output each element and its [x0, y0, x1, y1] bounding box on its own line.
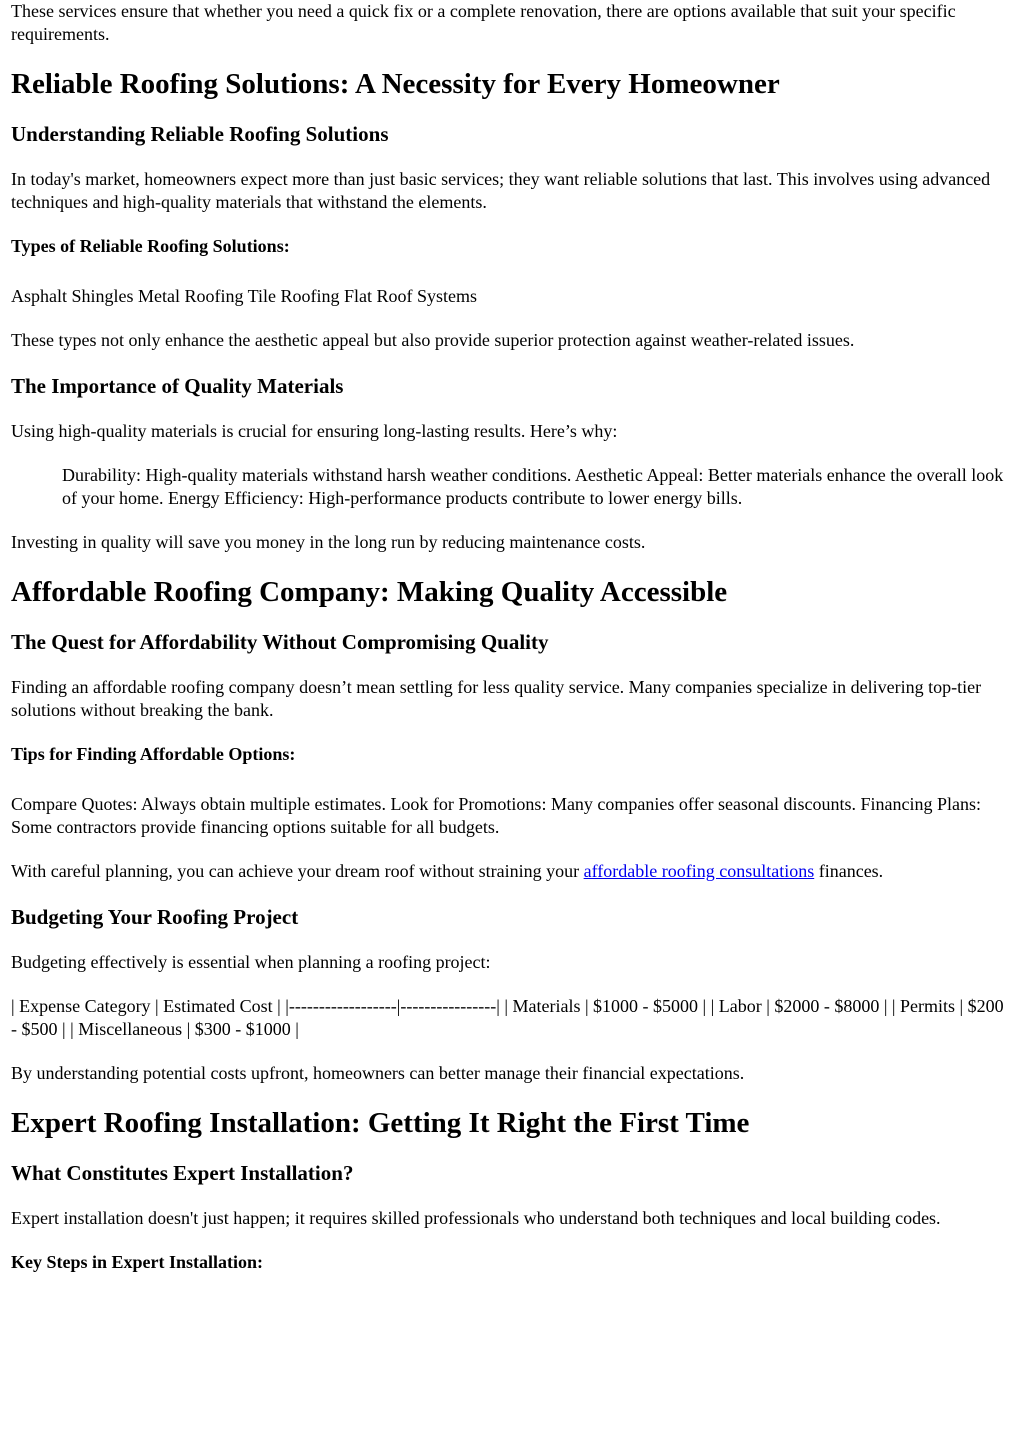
list-types-of-roofing: Asphalt Shingles Metal Roofing Tile Roofing Flat Roof Systems: [11, 286, 478, 306]
paragraph-budgeting-closing: By understanding potential costs upfront, homeowners can better manage their financial expectations.: [11, 1063, 745, 1083]
paragraph-affordability-intro: Finding an affordable roofing company doesn’t mean settling for less quality service. Many companies specialize in delivering top-tier solutions without breaking the bank.: [11, 677, 982, 720]
list-heading-key-steps: Key Steps in Expert Installation:: [11, 1252, 264, 1272]
subheading-expert-installation: What Constitutes Expert Installation?: [11, 1161, 354, 1185]
subheading-quality-materials: The Importance of Quality Materials: [11, 374, 344, 398]
affordable-roofing-consultations-link[interactable]: affordable roofing consultations: [583, 861, 815, 881]
subheading-quest-affordability: The Quest for Affordability Without Compromising Quality: [11, 630, 549, 654]
paragraph-quality-closing: Investing in quality will save you money in the long run by reducing maintenance costs.: [11, 532, 646, 552]
paragraph-quality-intro: Using high-quality materials is crucial for ensuring long-lasting results. Here’s why:: [11, 421, 618, 441]
section-heading-reliable-roofing: Reliable Roofing Solutions: A Necessity for Every Homeowner: [11, 68, 780, 100]
closing-text-after-link: finances.: [814, 861, 884, 881]
subheading-understanding-reliable: Understanding Reliable Roofing Solutions: [11, 122, 389, 146]
section-heading-affordable-roofing: Affordable Roofing Company: Making Quality Accessible: [11, 576, 728, 608]
section-heading-expert-installation: Expert Roofing Installation: Getting It Right the First Time: [11, 1107, 750, 1139]
quote-quality-benefits: Durability: High-quality materials withstand harsh weather conditions. Aesthetic Appeal: Better materials enhance the overall look of your home. Energy Efficiency: High-performance products contribute to lower energy bills.: [62, 465, 1004, 508]
intro-paragraph: These services ensure that whether you need a quick fix or a complete renovation, there are options available that suit your specific requirements.: [11, 1, 956, 44]
paragraph-affordability-closing: [11, 860, 1013, 883]
list-heading-types: Types of Reliable Roofing Solutions:: [11, 236, 290, 256]
paragraph-types-closing: These types not only enhance the aesthetic appeal but also provide superior protection against weather-related issues.: [11, 330, 855, 350]
subheading-budgeting: Budgeting Your Roofing Project: [11, 905, 299, 929]
paragraph-reliable-intro: In today's market, homeowners expect more than just basic services; they want reliable solutions that last. This involves using advanced techniques and high-quality materials that withstand the elements.: [11, 169, 991, 212]
list-affordable-tips: Compare Quotes: Always obtain multiple estimates. Look for Promotions: Many companies offer seasonal discounts. Financing Plans: Some contractors provide financing options suitable for all budgets.: [11, 794, 982, 837]
paragraph-budgeting-intro: Budgeting effectively is essential when planning a roofing project:: [11, 952, 491, 972]
paragraph-expert-intro: Expert installation doesn't just happen; it requires skilled professionals who understand both techniques and local building codes.: [11, 1208, 941, 1228]
budget-table-text: | Expense Category | Estimated Cost | |------------------|----------------| | Materials | $1000 - $5000 | | Labor | $2000 - $8000 | | Permits | $200 - $500 | | Miscellaneous | $300 - $1000 |: [11, 996, 1004, 1039]
closing-text-before-link: With careful planning, you can achieve your dream roof without straining your: [11, 861, 584, 881]
list-heading-tips: Tips for Finding Affordable Options:: [11, 744, 296, 764]
